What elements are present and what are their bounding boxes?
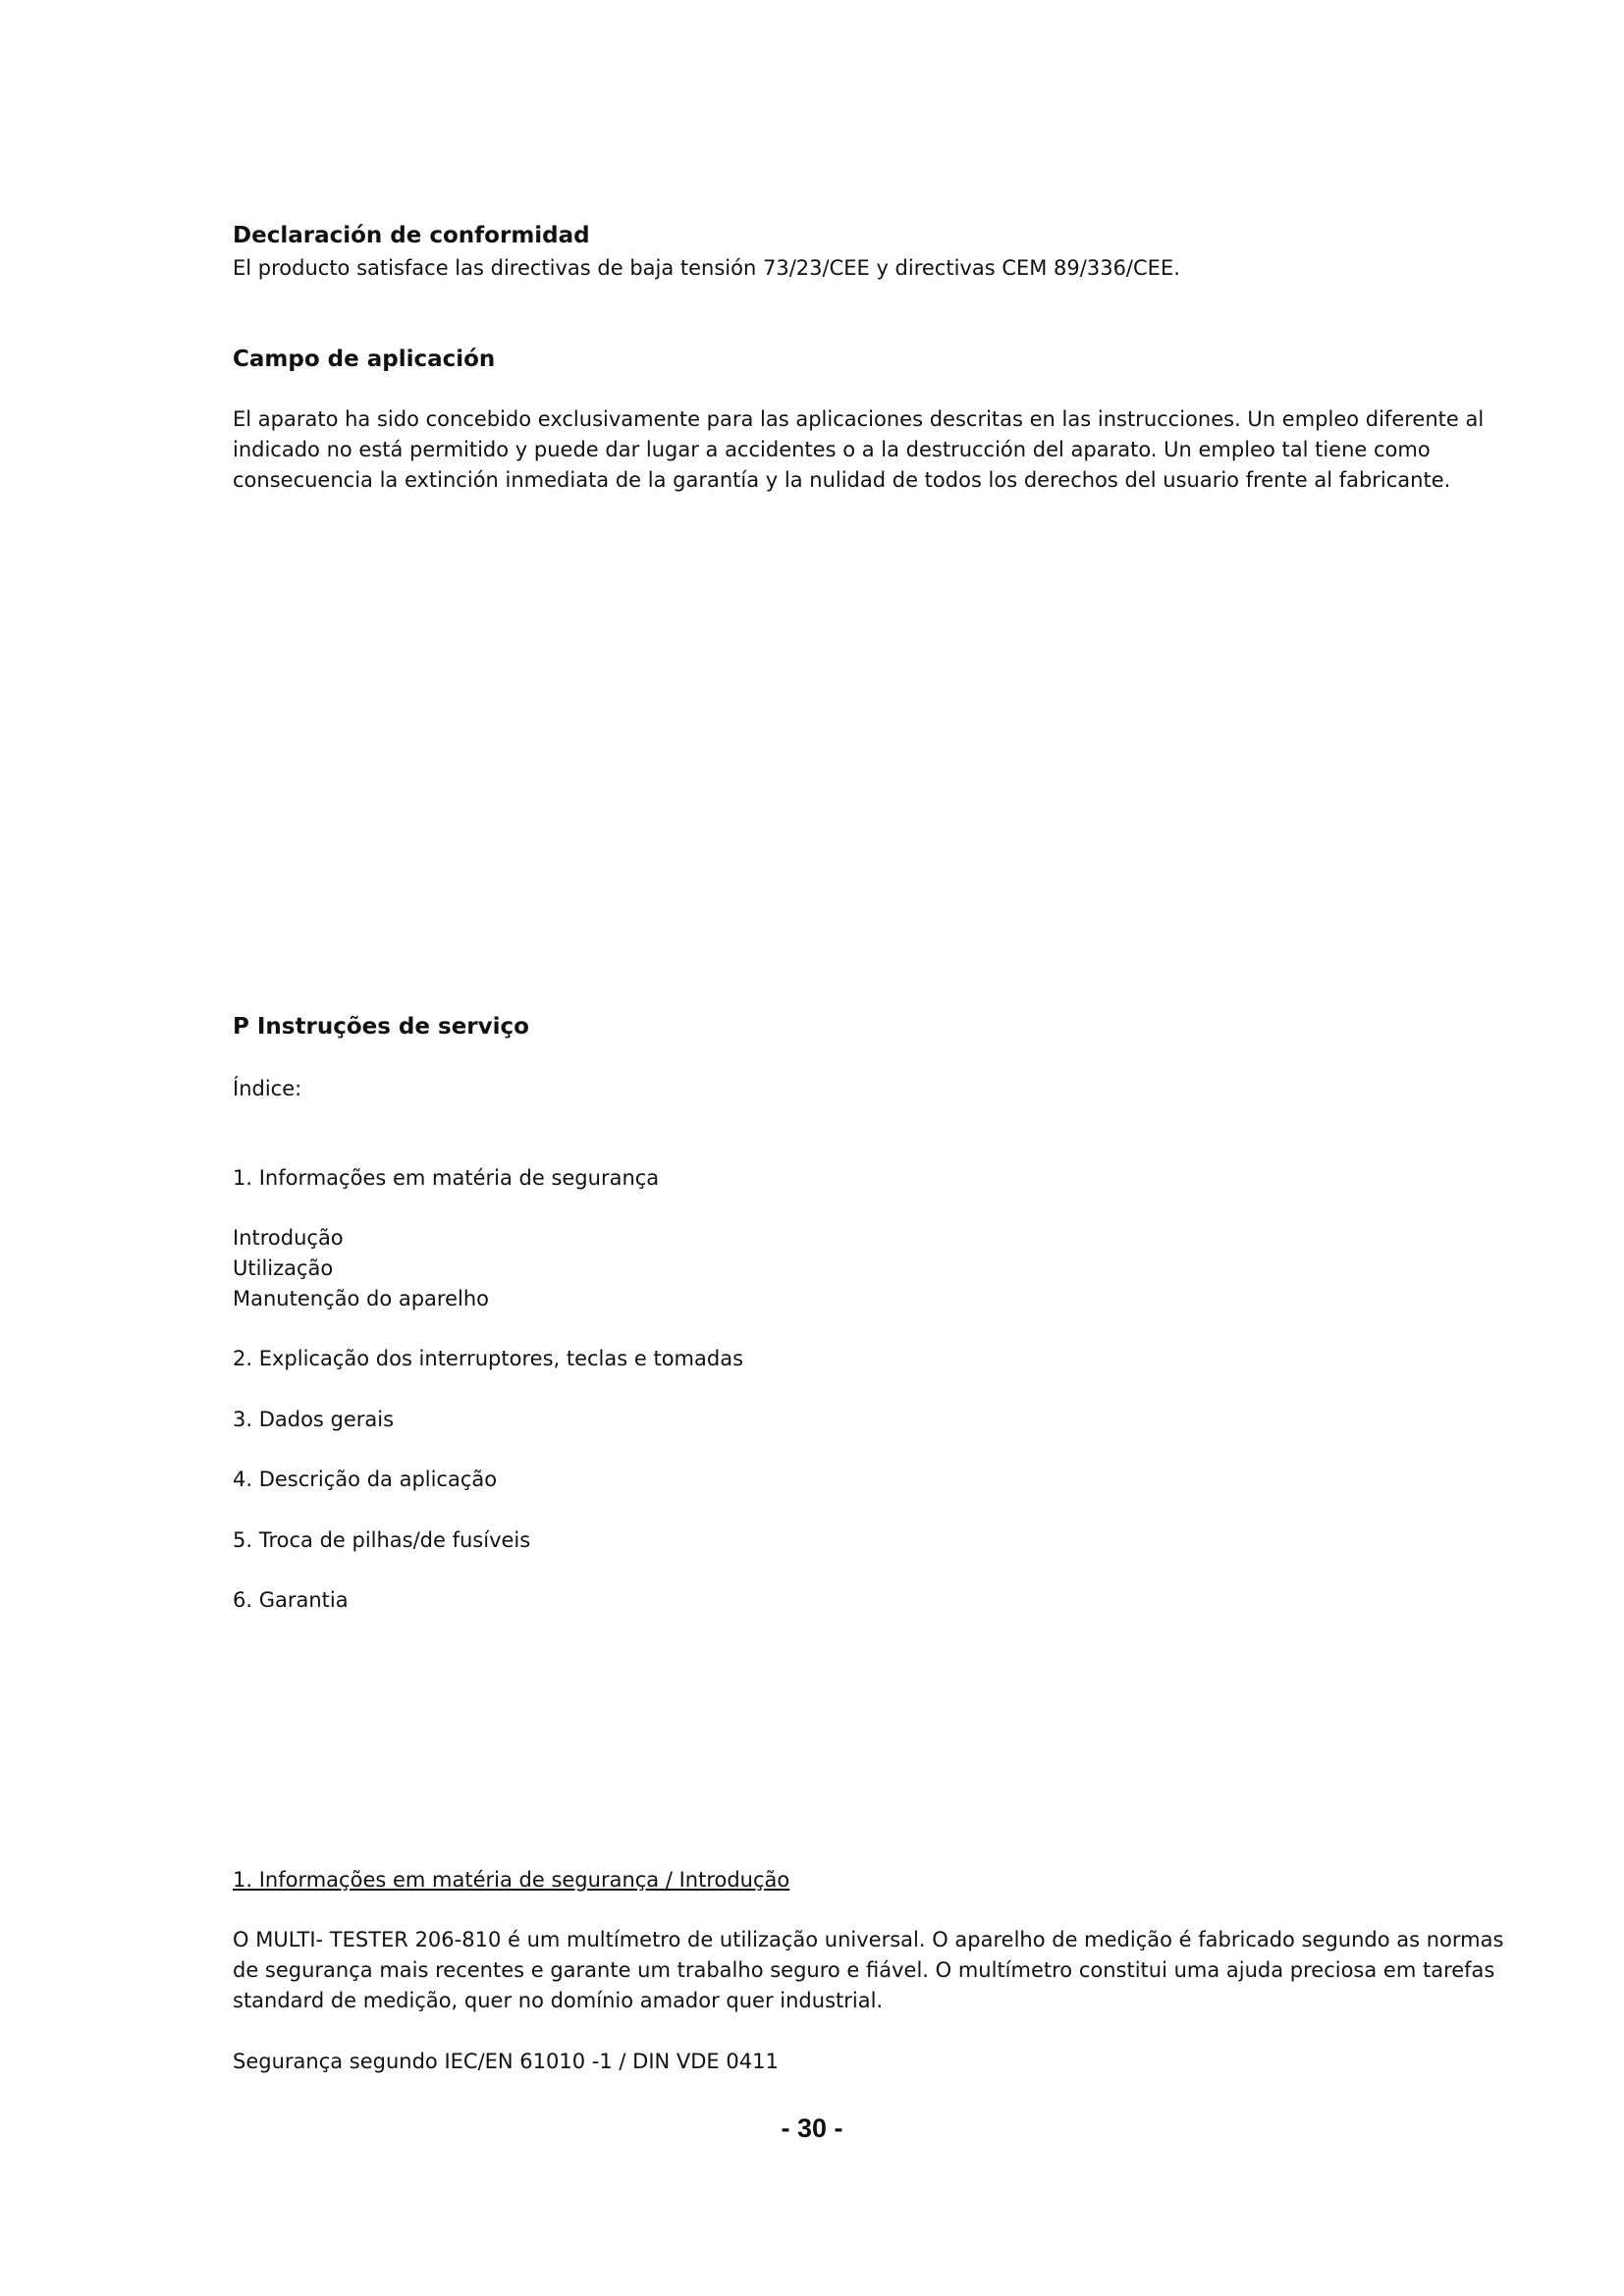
- toc-item-6: 6. Garantia: [233, 1588, 349, 1612]
- declaration-heading: Declaración de conformidad: [233, 223, 590, 248]
- scope-text: El aparato ha sido concebido exclusivamente para las aplicaciones descritas en las instrucciones. Un empleo diferente al indicado no está permitido y puede dar lugar a accidentes o a la destrucción del aparato. Un empleo tal tiene como consecuencia la extinción inmediata de la garantía y la nulidad de todos los derechos del usuario frente al fabricante.: [233, 407, 1485, 492]
- toc-subitem: Manutenção do aparelho: [233, 1287, 490, 1310]
- safety-standard-text: Segurança segundo IEC/EN 61010 -1 / DIN VDE 0411: [233, 2050, 779, 2073]
- section1-heading: 1. Informações em matéria de segurança / Introdução: [233, 1868, 790, 1892]
- toc-item-4: 4. Descrição da aplicação: [233, 1468, 498, 1491]
- table-of-contents: [233, 1163, 1519, 1616]
- toc-subitem: Utilização: [233, 1256, 334, 1280]
- toc-item-2: 2. Explicação dos interruptores, teclas e tomadas: [233, 1347, 744, 1370]
- index-label: Índice:: [233, 1077, 302, 1100]
- toc-subitem: Introdução: [233, 1226, 344, 1250]
- section1-text: O MULTI- TESTER 206-810 é um multímetro de utilização universal. O aparelho de medição é fabricado segundo as normas de segurança mais recentes e garante um trabalho seguro e fiável. O multímetro constitui uma ajuda preciosa em tarefas standard de medição, quer no domínio amador quer industrial.: [233, 1928, 1504, 2012]
- scope-heading: Campo de aplicación: [233, 347, 496, 372]
- toc-item-1: 1. Informações em matéria de segurança: [233, 1166, 660, 1190]
- toc-item-5: 5. Troca de pilhas/de fusíveis: [233, 1528, 531, 1552]
- declaration-text: El producto satisface las directivas de baja tensión 73/23/CEE y directivas CEM 89/336/CEE.: [233, 256, 1180, 280]
- page-number: - 30 -: [781, 2113, 843, 2143]
- toc-item-3: 3. Dados gerais: [233, 1408, 395, 1431]
- pt-section-title: P Instruções de serviço: [233, 1014, 529, 1040]
